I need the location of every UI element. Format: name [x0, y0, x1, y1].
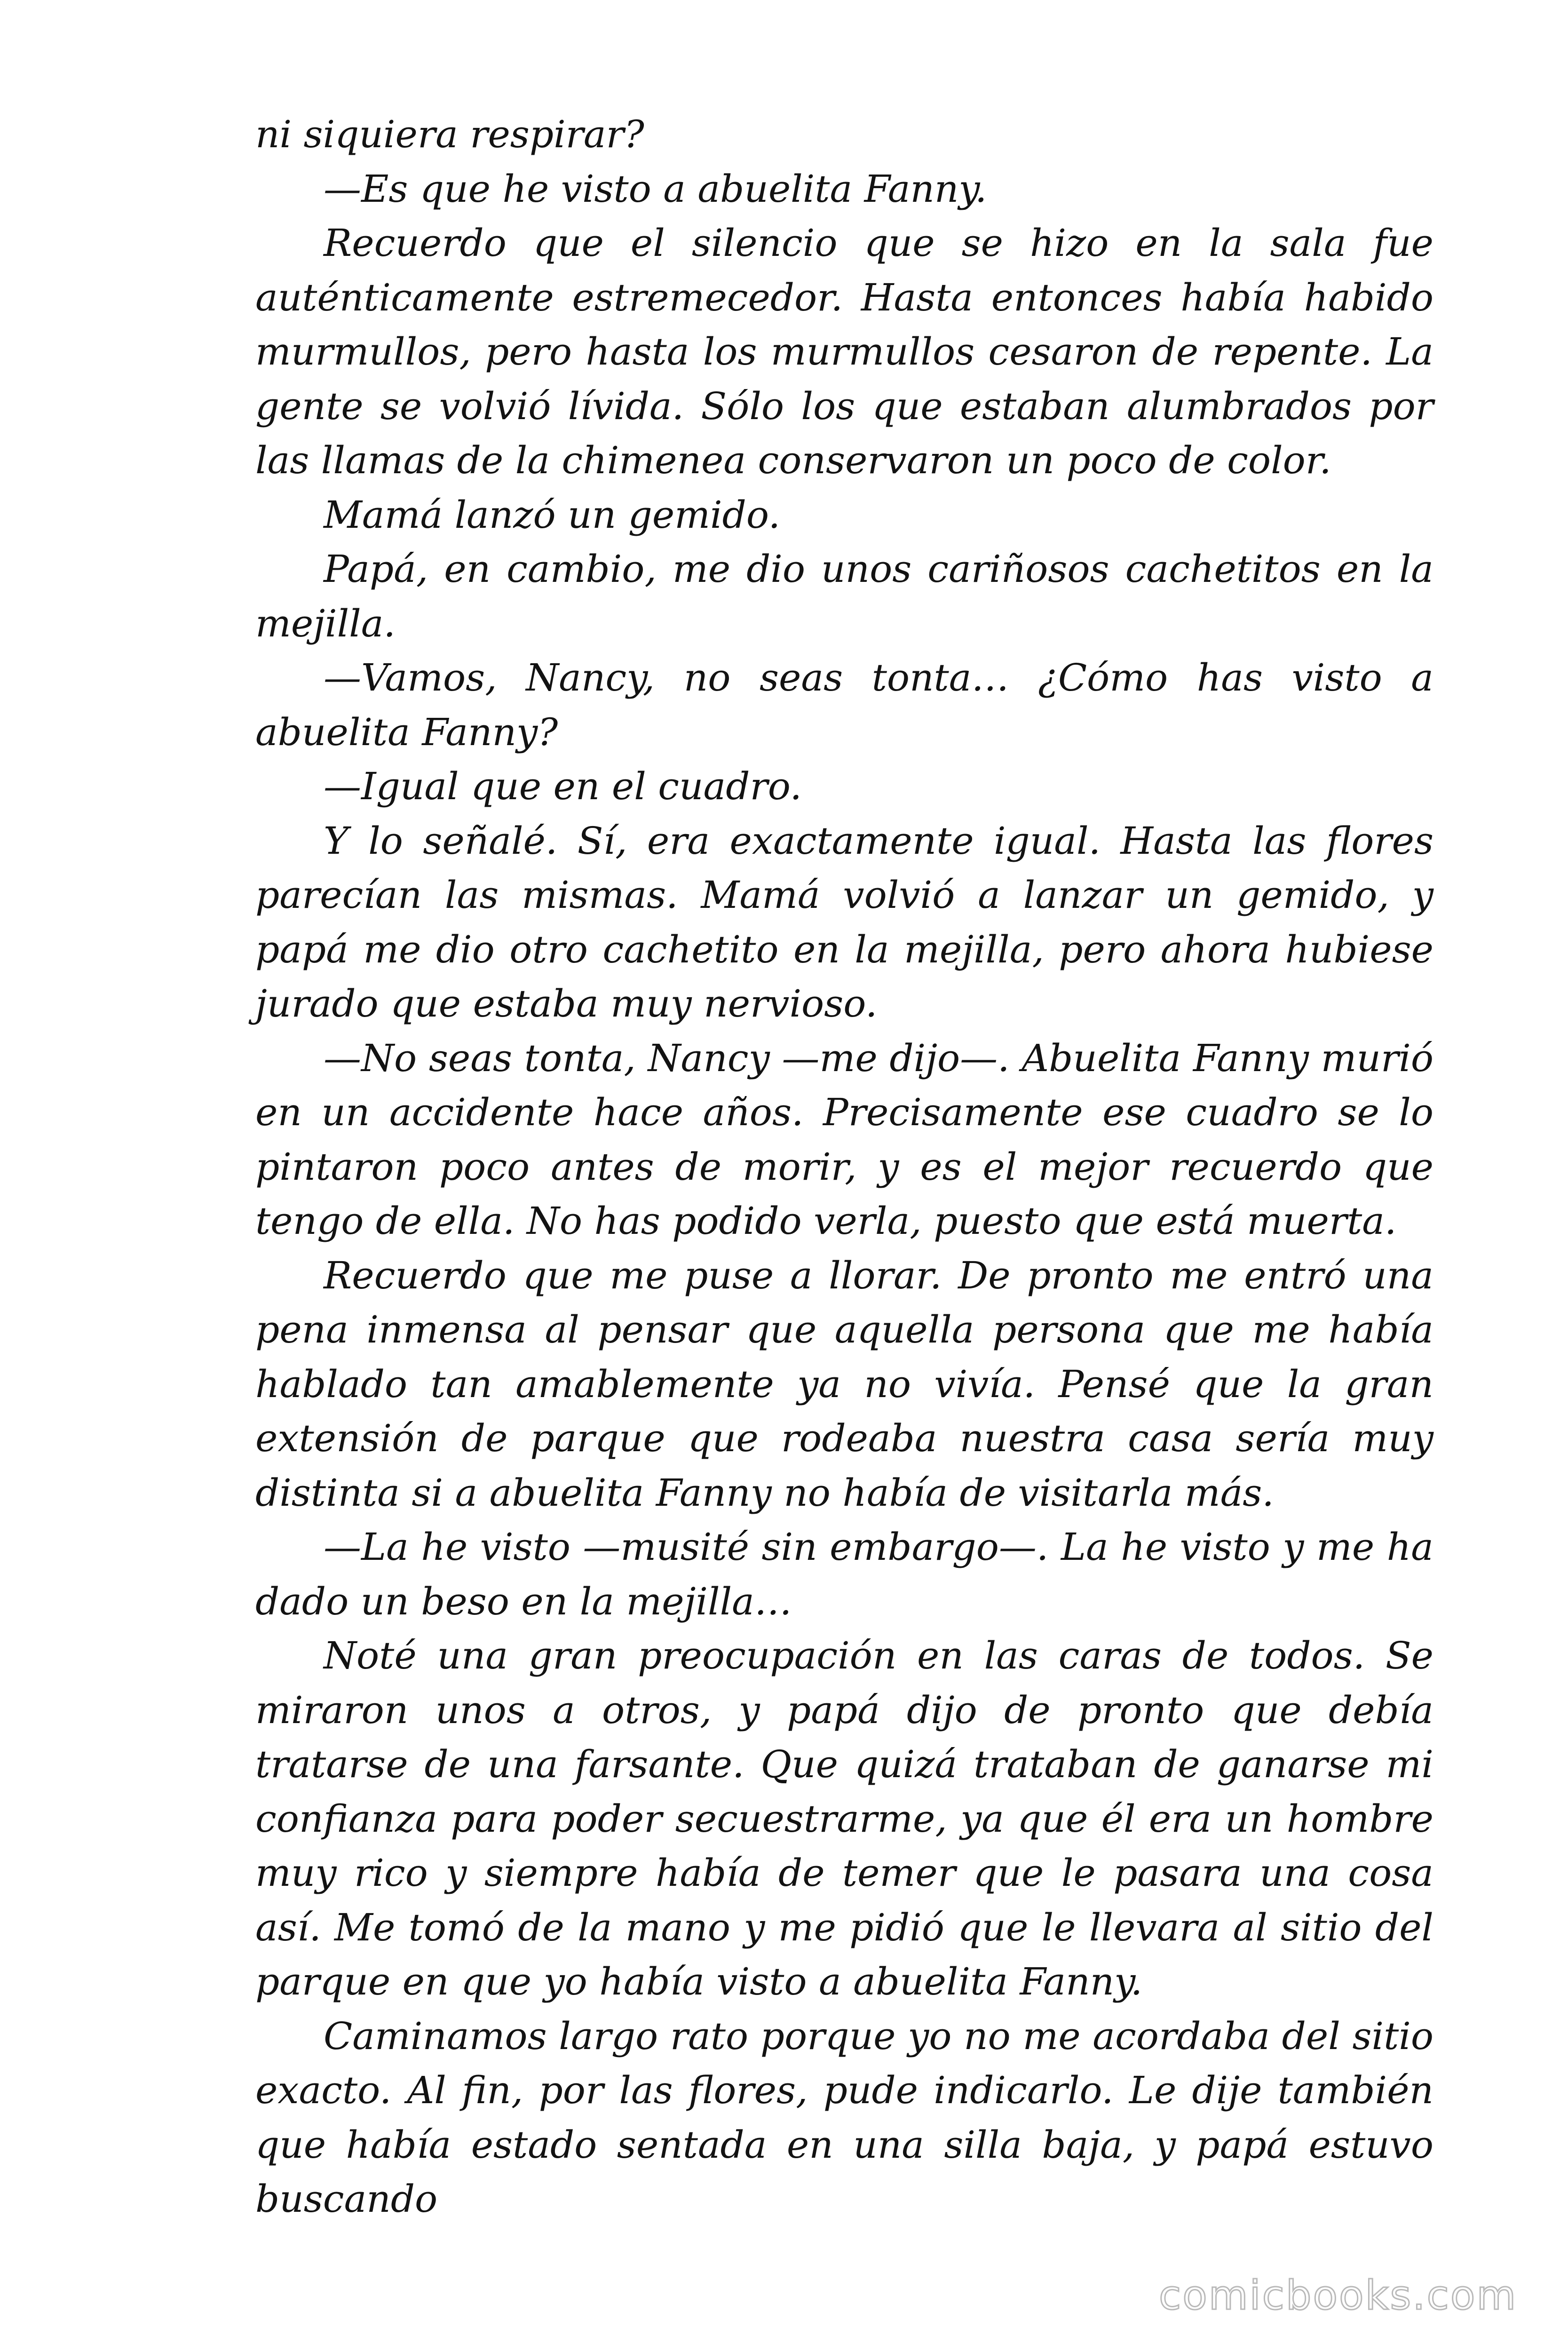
paragraph: —Vamos, Nancy, no seas tonta… ¿Cómo has visto a abuelita Fanny?	[255, 656, 1433, 754]
paragraph: Y lo señalé. Sí, era exactamente igual. Hasta las flores parecían las mismas. Mamá volvió a lanzar un gemido, y papá me dio otro cachetito en la mejilla, pero ahora hubiese jurado que estaba muy nervioso.	[255, 818, 1433, 1025]
page-body-text	[255, 107, 1433, 2226]
paragraph: Recuerdo que el silencio que se hizo en la sala fue auténticamente estremecedor. Hasta entonces había habido murmullos, pero hasta los murmullos cesaron de repente. La gente se volvió lívida. Sólo los que estaban alumbrados por las llamas de la chimenea conservaron un poco de color.	[255, 221, 1433, 482]
paragraph: —Es que he visto a abuelita Fanny.	[324, 167, 987, 211]
watermark: comicbooks.com	[1159, 2272, 1518, 2319]
paragraph: —No seas tonta, Nancy —me dijo—. Abuelita Fanny murió en un accidente hace años. Precisamente ese cuadro se lo pintaron poco antes de morir, y es el mejor recuerdo que tengo de ella. No has podido verla, puesto que está muerta.	[255, 1036, 1433, 1243]
paragraph: Noté una gran preocupación en las caras de todos. Se miraron unos a otros, y papá dijo de pronto que debía tratarse de una farsante. Que quizá trataban de ganarse mi confianza para poder secuestrarme, ya que él era un hombre muy rico y siempre había de temer que le pasara una cosa así. Me tomó de la mano y me pidió que le llevara al sitio del parque en que yo había visto a abuelita Fanny.	[255, 1634, 1433, 2003]
paragraph: Caminamos largo rato porque yo no me acordaba del sitio exacto. Al fin, por las flores, pude indicarlo. Le dije también que había estado sentada en una silla baja, y papá estuvo buscando	[255, 2014, 1433, 2221]
paragraph: Mamá lanzó un gemido.	[324, 493, 781, 537]
paragraph: Recuerdo que me puse a llorar. De pronto me entró una pena inmensa al pensar que aquella persona que me había hablado tan amablemente ya no vivía. Pensé que la gran extensión de parque que rodeaba nuestra casa sería muy distinta si a abuelita Fanny no había de visitarla más.	[255, 1253, 1433, 1515]
paragraph: —Igual que en el cuadro.	[324, 764, 802, 808]
paragraph: —La he visto —musité sin embargo—. La he visto y me ha dado un beso en la mejilla…	[255, 1525, 1433, 1623]
paragraph: Papá, en cambio, me dio unos cariñosos cachetitos en la mejilla.	[255, 547, 1433, 645]
paragraph-continued: ni siquiera respirar?	[255, 112, 644, 156]
